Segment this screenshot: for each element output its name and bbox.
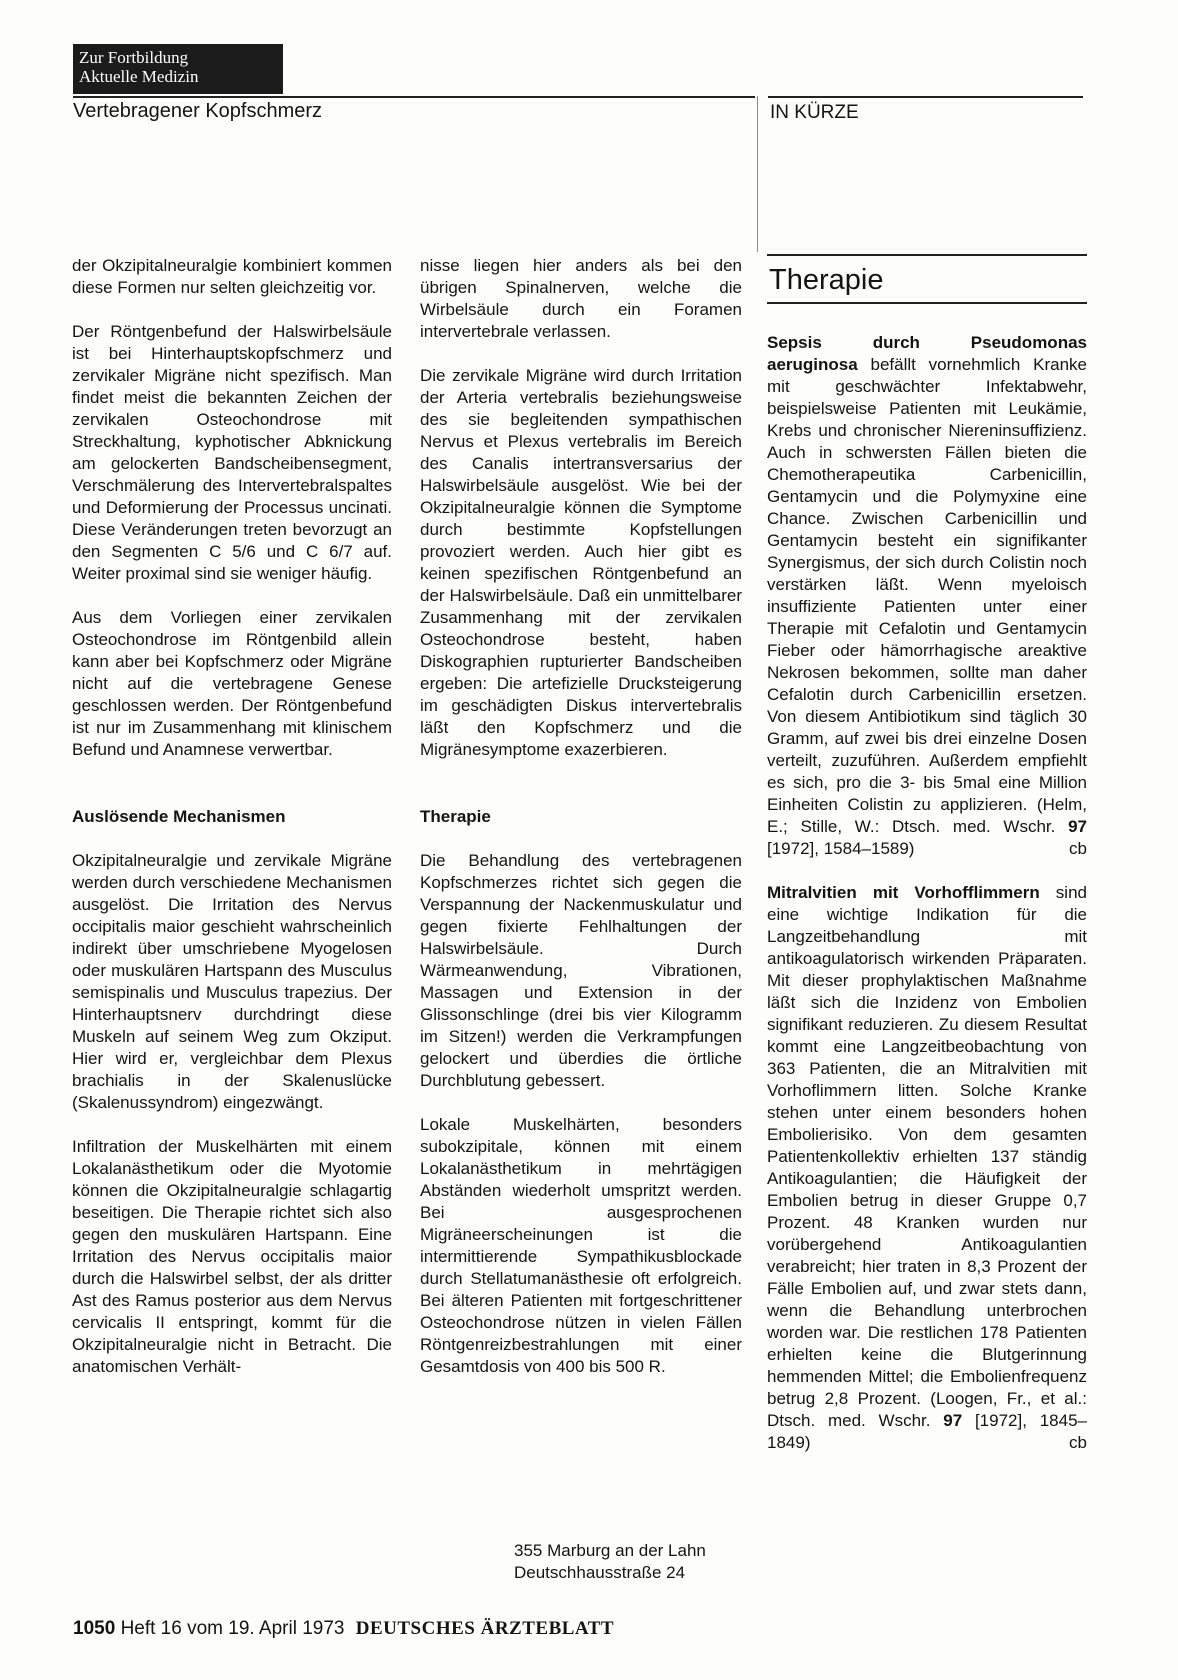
- news-item: Mitralvitien mit Vorhofflimmern sind eine wichtige Indikation für die Langzeitbehandlung mit antikoagulatorisch wirkenden Präparaten. Mit dieser prophylaktischen Maßnahme läßt sich die Inzidenz von Embolien signifikant reduzieren. Zu diesem Resultat kommt eine Langzeitbeobachtung von 363 Patienten, die an Mitralvitien mit Vorhoflimmern litten. Solche Kranke stehen unter einem besonders hohen Embolierisiko. Von dem gesamten Patientenkollektiv erhielten 137 ständig Antikoagulantien; die Häufigkeit der Embolien betrug in dieser Gruppe 0,7 Prozent. 48 Kranken wurden nur vorübergehend Antikoagulantien verabreicht; hier traten in 8,3 Prozent der Fälle Embolien auf, und zwar stets dann, wenn die Behandlung unterbrochen worden war. Die restlichen 178 Patienten erhielten keine die Blutgerinnung hemmenden Mittel; die Embolienfrequenz betrug 2,8 Prozent. (Loogen, Fr., et al.: Dtsch. med. Wschr. 97 [1972], 1845–1849) cb: [767, 883, 1087, 1452]
- magazine-name: DEUTSCHES ÄRZTEBLATT: [355, 1618, 615, 1639]
- header-rule: [73, 96, 755, 98]
- page-footer: [73, 1618, 614, 1640]
- section-badge: [73, 44, 283, 94]
- side-header-rule: [768, 96, 1083, 98]
- subheading: Auslösende Mechanismen: [72, 807, 286, 826]
- section-title: Therapie: [769, 264, 884, 296]
- side-section-title: IN KÜRZE: [770, 102, 859, 123]
- column-1: [72, 255, 392, 1378]
- paragraph: nisse liegen hier anders als bei den übrigen Spinalnerven, welche die Wirbelsäule durch ein Foramen intervertebrale verlassen.: [420, 256, 742, 341]
- address-line: 355 Marburg an der Lahn: [514, 1541, 706, 1560]
- paragraph: Okzipitalneuralgie und zervikale Migräne werden durch verschiedene Mechanismen ausgelöst. Die Irritation des Nervus occipitalis maior geschieht wahrscheinlich indirekt über umschriebene Myogelosen oder muskulären Hartspann des Musculus semispinalis und Musculus trapezius. Der Hinterhauptsnerv durchdringt diese Muskeln auf seinem Weg zum Okziput. Hier wird er, vergleichbar dem Plexus brachialis in der Skalenuslücke (Skalenussyndrom) eingezwängt.: [72, 851, 392, 1112]
- subheading: Therapie: [420, 807, 491, 826]
- author-address: [514, 1540, 706, 1584]
- news-item: Sepsis durch Pseudomonas aeruginosa befällt vornehmlich Kranke mit geschwächter Infektabwehr, beispielsweise Patienten mit Leukämie, Krebs und chronischer Niereninsuffizienz. Auch in schwersten Fällen bieten die Chemotherapeutika Carbenicillin, Gentamycin und die Polymyxine eine Chance. Zwischen Carbenicillin und Gentamycin besteht ein signifikanter Synergismus, der sich durch Colistin noch verstärken läßt. Wenn myeloisch insuffiziente Patienten unter einer Therapie mit Cefalotin und Gentamycin Fieber oder hämorrhagische areaktive Nekrosen bekommen, sollte man daher Cefalotin durch Carbenicillin ersetzen. Von diesem Antibiotikum sind täglich 30 Gramm, auf zwei bis drei einzelne Dosen verteilt, zuzuführen. Außerdem empfiehlt es sich, pro die 3- bis 5mal eine Million Einheiten Colistin zu applizieren. (Helm, E.; Stille, W.: Dtsch. med. Wschr. 97 [1972], 1584–1589) cb: [767, 333, 1087, 858]
- paragraph: der Okzipitalneuralgie kombiniert kommen diese Formen nur selten gleichzeitig vor.: [72, 256, 392, 297]
- paragraph: Die zervikale Migräne wird durch Irritation der Arteria vertebralis beziehungsweise des sie begleitenden sympathischen Nervus et Plexus vertebralis im Bereich des Canalis intertransversarius der Halswirbelsäule ausgelöst. Wie bei der Okzipitalneuralgie können die Symptome durch bestimmte Kopfstellungen provoziert werden. Auch hier gibt es keinen spezifischen Röntgenbefund an der Halswirbelsäule. Daß ein unmittelbarer Zusammenhang mit der zervikalen Osteochondrose besteht, haben Diskographien rupturierter Bandscheiben ergeben: Die artefizielle Drucksteigerung im geschädigten Diskus intervertebralis läßt den Kopfschmerz und die Migränesymptome exazerbieren.: [420, 366, 742, 759]
- news-lead: Sepsis durch Pseudomonas aeruginosa: [767, 333, 1087, 374]
- page-number: 1050: [73, 1618, 116, 1639]
- address-line: Deutschhausstraße 24: [514, 1563, 686, 1582]
- signature: cb: [1069, 1433, 1087, 1452]
- signature: cb: [1069, 839, 1087, 858]
- column-divider: [757, 96, 758, 252]
- column-2: [420, 255, 742, 1378]
- paragraph: Infiltration der Muskelhärten mit einem Lokalanästhetikum oder die Myotomie können die Okzipitalneuralgie schlagartig beseitigen. Die Therapie richtet sich also gegen den muskulären Hartspann. Eine Irritation des Nervus occipitalis maior durch die Halswirbel selbst, der als dritter Ast des Ramus posterior aus dem Nervus cervicalis II entspringt, kommt für die Okzipitalneuralgie nicht in Betracht. Die anatomischen Verhält-: [72, 1137, 392, 1376]
- issue-info: Heft 16 vom 19. April 1973: [120, 1618, 345, 1639]
- section-rule-bottom: [767, 302, 1087, 304]
- badge-line-1: Zur Fortbildung: [79, 48, 189, 67]
- paragraph: Die Behandlung des vertebragenen Kopfschmerzes richtet sich gegen die Verspannung der Nackenmuskulatur und gegen fixierte Fehlhaltungen der Halswirbelsäule. Durch Wärmeanwendung, Vibrationen, Massagen und Extension in der Glissonschlinge (drei bis vier Kilogramm im Sitzen!) werden die Verkrampfungen gelockert und überdies die örtliche Durchblutung gebessert.: [420, 851, 742, 1090]
- column-3: [767, 332, 1087, 1454]
- news-lead: Mitralvitien mit Vorhofflimmern: [767, 883, 1040, 902]
- badge-line-2: Aktuelle Medizin: [79, 67, 199, 86]
- running-title: Vertebragener Kopfschmerz: [73, 100, 323, 122]
- paragraph: Lokale Muskelhärten, besonders subokzipitale, können mit einem Lokalanästhetikum in mehrtägigen Abständen wiederholt umspritzt werden. Bei ausgesprochenen Migräneerscheinungen ist die intermittierende Sympathikusblockade durch Stellatumanästhesie oft erfolgreich. Bei älteren Patienten mit fortgeschrittener Osteochondrose nützen in vielen Fällen Röntgenreizbestrahlungen mit einer Gesamtdosis von 400 bis 500 R.: [420, 1115, 742, 1376]
- section-rule-top: [767, 254, 1087, 256]
- paragraph: Der Röntgenbefund der Halswirbelsäule ist bei Hinterhauptskopfschmerz und zervikaler Migräne nicht spezifisch. Man findet meist die bekannten Zeichen der zervikalen Osteochondrose mit Streckhaltung, kyphotischer Abknickung am gelockerten Bandscheibensegment, Verschmälerung des Intervertebralspaltes und Deformierung der Processus uncinati. Diese Veränderungen treten bevorzugt an den Segmenten C 5/6 und C 6/7 auf. Weiter proximal sind sie weniger häufig.: [72, 322, 392, 583]
- paragraph: Aus dem Vorliegen einer zervikalen Osteochondrose im Röntgenbild allein kann aber bei Kopfschmerz oder Migräne nicht auf die vertebragene Genese geschlossen werden. Der Röntgenbefund ist nur im Zusammenhang mit klinischem Befund und Anamnese verwertbar.: [72, 608, 392, 759]
